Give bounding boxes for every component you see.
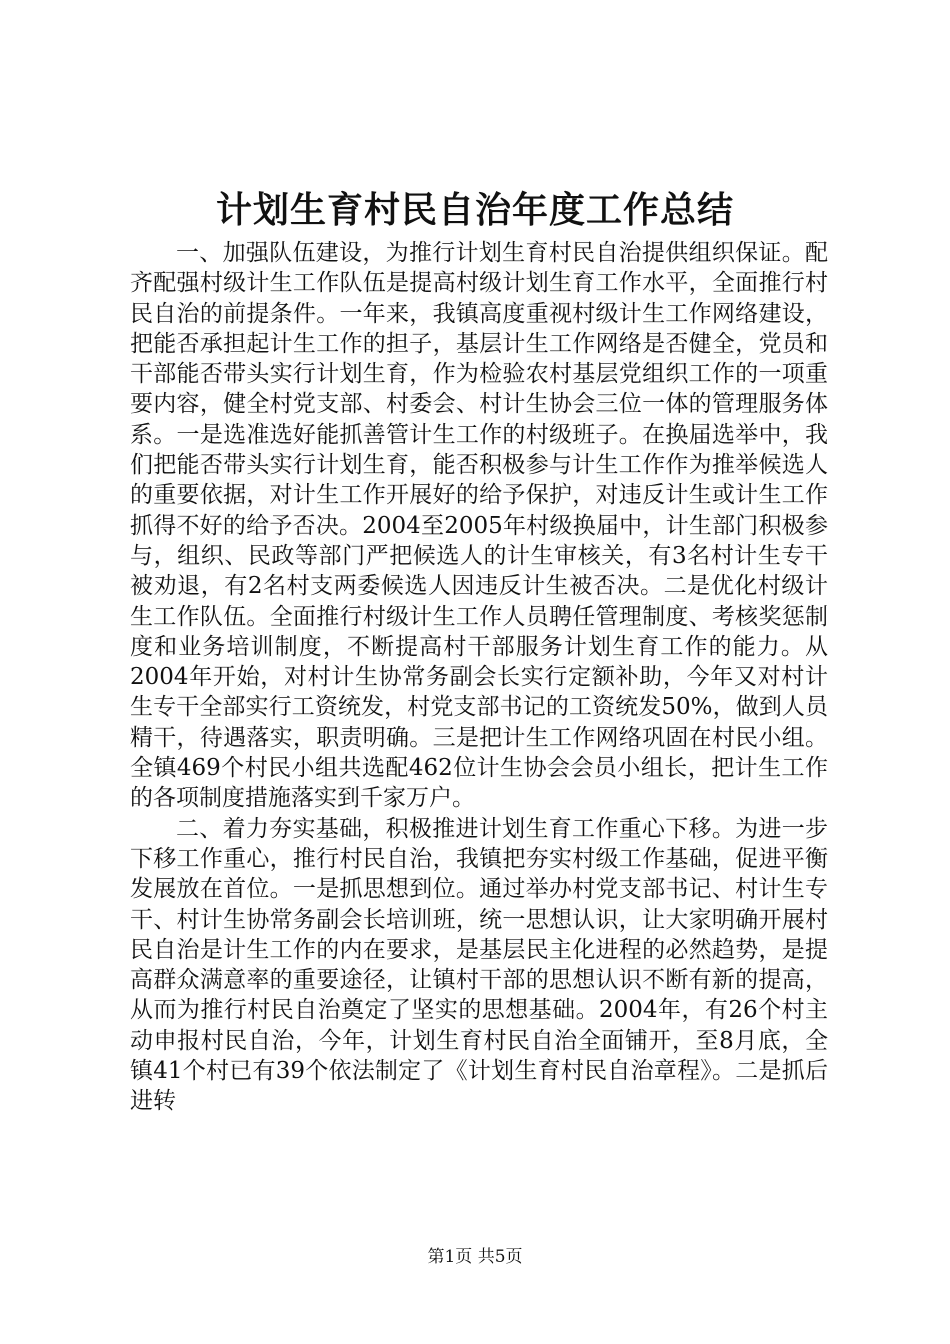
paragraph-2: 二、着力夯实基础，积极推进计划生育工作重心下移。为进一步下移工作重心，推行村民自治，我镇把夯实村级工作基础，促进平衡发展放在首位。一是抓思想到位。通过举办村党支部书记、村计生专干、村计生协常务副会长培训班，统一思想认识，让大家明确开展村民自治是计生工作的内在要求，是基层民主化进程的必然趋势，是提高群众满意率的重要途径，让镇村干部的思想认识不断有新的提高，从而为推行村民自治奠定了坚实的思想基础。2004年，有26个村主动申报村民自治，今年，计划生育村民自治全面铺开，至8月底，全镇41个村已有39个依法制定了《计划生育村民自治章程》。二是抓后进转 xyxy=(130,815,828,1115)
document-title: 计划生育村民自治年度工作总结 xyxy=(215,189,734,231)
document-body xyxy=(130,238,828,1117)
paragraph-1: 一、加强队伍建设，为推行计划生育村民自治提供组织保证。配齐配强村级计生工作队伍是提高村级计划生育工作水平，全面推行村民自治的前提条件。一年来，我镇高度重视村级计生工作网络建设，把能否承担起计生工作的担子，基层计生工作网络是否健全，党员和干部能否带头实行计划生育，作为检验农村基层党组织工作的一项重要内容，健全村党支部、村委会、村计生协会三位一体的管理服务体系。一是选准选好能抓善管计生工作的村级班子。在换届选举中，我们把能否带头实行计划生育，能否积极参与计生工作作为推举候选人的重要依据，对计生工作开展好的给予保护，对违反计生或计生工作抓得不好的给予否决。2004至2005年村级换届中，计生部门积极参与，组织、民政等部门严把候选人的计生审核关，有3名村计生专干被劝退，有2名村支两委候选人因违反计生被否决。二是优化村级计生工作队伍。全面推行村级计生工作人员聘任管理制度、考核奖惩制度和业务培训制度，不断提高村干部服务计划生育工作的能力。从2004年开始，对村计生协常务副会长实行定额补助，今年又对村计生专干全部实行工资统发，村党支部书记的工资统发50%，做到人员精干，待遇落实，职责明确。三是把计生工作网络巩固在村民小组。全镇469个村民小组共选配462位计生协会会员小组长，把计生工作的各项制度措施落实到千家万户。 xyxy=(130,240,828,812)
page-footer: 第1页 共5页 xyxy=(427,1247,523,1267)
